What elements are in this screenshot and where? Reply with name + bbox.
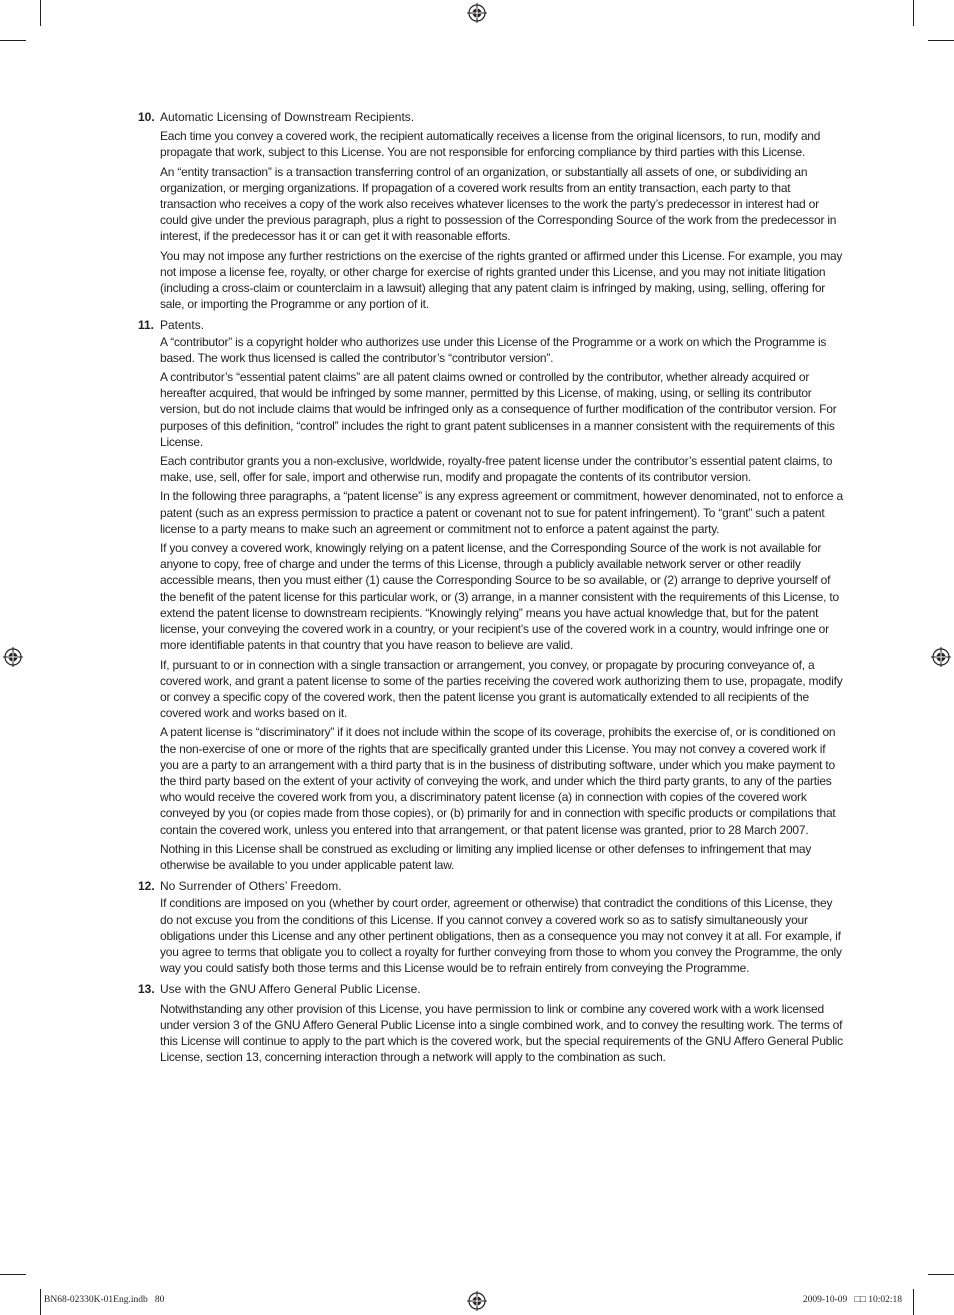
- section-title: Use with the GNU Affero General Public License.: [160, 982, 421, 997]
- paragraph: If you convey a covered work, knowingly relying on a patent license, and the Corresponding Source of the work is not available for anyone to copy, free of charge and under the terms of this License, through a publicly available network server or other readily accessible means, then you must either (1) cause the Corresponding Source to be so available, or (2) arrange to deprive yourself of the benefit of the patent license for this particular work, or (3) arrange, in a manner consistent with the requirements of this License, to extend the patent license to downstream recipients. “Knowingly relying” means you have actual knowledge that, but for the patent license, your conveying the covered work in a country, or your recipient’s use of the covered work in a country, would infringe one or more identifiable patents in that country that you have reason to believe are valid.: [160, 541, 839, 653]
- registration-mark-icon: [467, 1291, 487, 1311]
- paragraph: Nothing in this License shall be construed as excluding or limiting any implied license or other defenses to infringement that may otherwise be available to you under applicable patent law.: [160, 841, 812, 872]
- section-title: No Surrender of Others’ Freedom.: [160, 879, 342, 894]
- section-number: 13.: [138, 982, 155, 997]
- registration-mark-icon: [3, 647, 23, 667]
- paragraph: Each contributor grants you a non-exclusive, worldwide, royalty-free patent license under the contributor’s essential patent claims, to make, use, sell, offer for sale, import and otherwise run, modify and propagate the contents of its contributor version.: [160, 454, 833, 485]
- section-title: Patents.: [160, 318, 205, 333]
- crop-mark: [913, 1289, 914, 1315]
- crop-mark: [928, 40, 954, 41]
- crop-mark: [40, 0, 41, 26]
- paragraph: An “entity transaction” is a transaction transferring control of an organization, or substantially all assets of one, or subdividing an organization, or merging organizations. If propagation of a covered work results from an entity transaction, each party to that transaction who receives a copy of the work also receives whatever licenses to the work the party’s predecessor in interest had or could give under the previous paragraph, plus a right to possession of the Corresponding Source of the work from the predecessor in interest, if the predecessor has it or can get it with reasonable efforts.: [160, 164, 837, 244]
- section-number: 11.: [138, 318, 155, 333]
- paragraph: You may not impose any further restrictions on the exercise of the rights granted or affirmed under this License. For example, you may not impose a license fee, royalty, or other charge for exercise of rights granted under this License, and you may not initiate litigation (including a cross-claim or counterclaim in a lawsuit) alleging that any patent claim is infringed by making, using, selling, offering for sale, or importing the Programme or any portion of it.: [160, 248, 843, 312]
- section-title: Automatic Licensing of Downstream Recipients.: [160, 110, 415, 124]
- section-13: [138, 981, 844, 1065]
- registration-mark-icon: [931, 647, 951, 667]
- crop-mark: [0, 40, 26, 41]
- section-12: [138, 878, 844, 976]
- paragraph: In the following three paragraphs, a “patent license” is any express agreement or commitment, however denominated, not to enforce a patent (such as an express permission to practice a patent or covenant not to sue for patent infringement). To “grant” such a patent license to a party means to make such an agreement or commitment not to enforce a patent against the party.: [160, 489, 843, 536]
- paragraph: A patent license is “discriminatory” if it does not include within the scope of its coverage, prohibits the exercise of, or is conditioned on the non-exercise of one or more of the rights that are specifically granted under this License. You may not convey a covered work if you are a party to an arrangement with a third party that is in the business of distributing software, under which you make payment to the third party based on the extent of your activity of conveying the work, and under which the third party grants, to any of the parties who would receive the covered work from you, a discriminatory patent license (a) in connection with copies of the covered work conveyed by you (or copies made from those copies), or (b) primarily for and in connection with specific products or compilations that contain the covered work, unless you entered into that arrangement, or that patent license was granted, prior to 28 March 2007.: [160, 725, 836, 837]
- footer-timestamp: 2009-10-09 □□ 10:02:18: [802, 1295, 902, 1305]
- paragraph: If conditions are imposed on you (whether by court order, agreement or otherwise) that contradict the conditions of this License, they do not excuse you from the conditions of this License. If you cannot convey a covered work so as to satisfy simultaneously your obligations under this License and any other pertinent obligations, then as a consequence you may not convey it at all. For example, if you agree to terms that obligate you to collect a royalty for further conveying from those to whom you convey the Programme, the only way you could satisfy both those terms and this License would be to refrain entirely from conveying the Programme.: [160, 896, 842, 976]
- crop-mark: [913, 0, 914, 26]
- section-number: 10.: [138, 110, 155, 124]
- paragraph: A contributor’s “essential patent claims” are all patent claims owned or controlled by the contributor, whether already acquired or hereafter acquired, that would be infringed by some manner, permitted by this License, of making, using, or selling its contributor version, but do not include claims that would be infringed only as a consequence of further modification of the contributor version. For purposes of this definition, “control” includes the right to grant patent sublicenses in a manner consistent with the requirements of this License.: [160, 370, 837, 449]
- paragraph: Notwithstanding any other provision of this License, you have permission to link or combine any covered work with a work licensed under version 3 of the GNU Affero General Public License into a single combined work, and to convey the resulting work. The terms of this License will continue to apply to the part which is the covered work, but the special requirements of the GNU Affero General Public License, section 13, concerning interaction through a network will apply to the combination as such.: [160, 1001, 843, 1065]
- section-11: [138, 317, 844, 873]
- paragraph: Each time you convey a covered work, the recipient automatically receives a license from the original licensors, to run, modify and propagate that work, subject to this License. You are not responsible for enforcing compliance by third parties with this License.: [160, 129, 821, 160]
- registration-mark-icon: [467, 3, 487, 23]
- section-number: 12.: [138, 879, 155, 894]
- crop-mark: [928, 1274, 954, 1275]
- footer-file-label: BN68-02330K-01Eng.indb 80: [44, 1295, 165, 1305]
- crop-mark: [0, 1274, 26, 1275]
- crop-mark: [40, 1289, 41, 1315]
- paragraph: A “contributor” is a copyright holder who authorizes use under this License of the Programme or a work on which the Programme is based. The work thus licensed is called the contributor’s “contributor version”.: [160, 334, 827, 365]
- section-10: [138, 109, 844, 312]
- paragraph: If, pursuant to or in connection with a single transaction or arrangement, you convey, or propagate by procuring conveyance of, a covered work, and grant a patent license to some of the parties receiving the covered work authorizing them to use, propagate, modify or convey a specific copy of the covered work, then the patent license you grant is automatically extended to all recipients of the covered work and works based on it.: [160, 657, 843, 721]
- license-text-body: [138, 109, 844, 1070]
